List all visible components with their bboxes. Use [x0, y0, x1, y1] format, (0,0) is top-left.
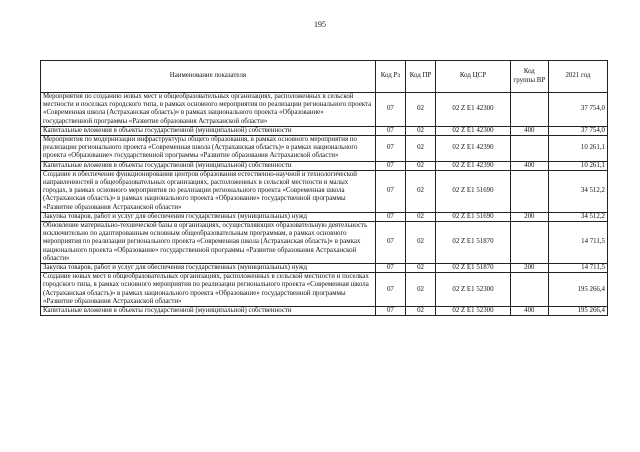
row-rz: 07 [375, 126, 405, 135]
row-amount: 34 512,2 [548, 212, 607, 221]
row-pr: 02 [405, 136, 435, 162]
row-csr: 02 Z E1 42300 [436, 126, 511, 135]
row-csr: 02 Z E1 42300 [436, 93, 511, 127]
row-vr: 400 [510, 307, 548, 316]
row-csr: 02 Z E1 51690 [436, 212, 511, 221]
table-row [41, 170, 608, 212]
row-csr: 02 Z E1 52300 [436, 273, 511, 307]
row-amount: 37 754,0 [548, 93, 607, 127]
header-name: Наименование показателя [41, 61, 376, 93]
row-pr: 02 [405, 222, 435, 264]
row-pr: 02 [405, 212, 435, 221]
row-name: Капитальные вложения в объекты государственной (муниципальной) собственности [41, 307, 376, 316]
row-rz: 07 [375, 136, 405, 162]
row-name: Создание новых мест в общеобразовательных организациях, расположенных в сельской местности и поселках городского типа, в рамках основного мероприятия по реализации регионального проекта «Современная школа (Астраханская область)» в рамках национального проекта «Образование» государственной программы «Развитие образования Астраханской области» [41, 273, 376, 307]
row-name: Создание и обеспечение функционирования центров образования естественно-научной и технологической направленностей в общеобразовательных организациях, расположенных в сельской местности и малых городах, в рамках основного мероприятия по реализации регионального проекта «Современная школа (Астраханская область)» в рамках национального проекта «Образование» государственной программы «Развитие образования Астраханской области» [41, 170, 376, 212]
row-rz: 07 [375, 273, 405, 307]
header-rz: Код Рз [375, 61, 405, 93]
row-pr: 02 [405, 126, 435, 135]
row-name: Закупка товаров, работ и услуг для обеспечения государственных (муниципальных) нужд [41, 212, 376, 221]
header-vr: Код группы ВР [510, 61, 548, 93]
row-rz: 07 [375, 212, 405, 221]
row-vr: 400 [510, 161, 548, 170]
row-amount: 10 261,1 [548, 161, 607, 170]
row-vr [510, 93, 548, 127]
page-number: 195 [314, 20, 326, 29]
row-name: Мероприятия по созданию новых мест в общеобразовательных организациях, расположенных в сельской местности и поселках городского типа, в рамках основного мероприятия по реализации регионального проекта «Современная школа (Астраханская область)» в рамках национального проекта «Образование» государственной программы «Развитие образования Астраханской области» [41, 93, 376, 127]
table-row [41, 307, 608, 316]
row-rz: 07 [375, 93, 405, 127]
row-name: Мероприятия по модернизации инфраструктуры общего образования, в рамках основного мероприятия по реализации регионального проекта «Современная школа (Астраханская область)» в рамках национального проекта «Образование» государственной программы «Развитие образования Астраханской области» [41, 136, 376, 162]
header-year: 2021 год [548, 61, 607, 93]
row-amount: 37 754,0 [548, 126, 607, 135]
row-csr: 02 Z E1 42390 [436, 161, 511, 170]
row-vr [510, 222, 548, 264]
row-csr: 02 Z E1 52300 [436, 307, 511, 316]
table-row [41, 93, 608, 127]
row-pr: 02 [405, 161, 435, 170]
row-rz: 07 [375, 170, 405, 212]
row-rz: 07 [375, 161, 405, 170]
row-csr: 02 Z E1 51870 [436, 222, 511, 264]
row-vr [510, 136, 548, 162]
row-name: Капитальные вложения в объекты государственной (муниципальной) собственности [41, 161, 376, 170]
row-name: Обновление материально-технической базы в организациях, осуществляющих образовательную деятельность исключительно по адаптированным основным общеобразовательным программам, в рамках основного мероприятия по реализации регионального проекта «Современная школа (Астраханская область)» в рамках национального проекта «Образование» государственной программы «Развитие образования Астраханской области» [41, 222, 376, 264]
row-rz: 07 [375, 222, 405, 264]
table-row [41, 136, 608, 162]
row-vr: 200 [510, 264, 548, 273]
row-amount: 10 261,1 [548, 136, 607, 162]
row-amount: 195 266,4 [548, 273, 607, 307]
row-csr: 02 Z E1 42390 [436, 136, 511, 162]
row-csr: 02 Z E1 51870 [436, 264, 511, 273]
row-pr: 02 [405, 273, 435, 307]
table-row [41, 264, 608, 273]
row-pr: 02 [405, 170, 435, 212]
row-amount: 195 266,4 [548, 307, 607, 316]
row-vr: 200 [510, 212, 548, 221]
row-name: Капитальные вложения в объекты государственной (муниципальной) собственности [41, 126, 376, 135]
row-vr: 400 [510, 126, 548, 135]
table-row [41, 222, 608, 264]
table-row [41, 161, 608, 170]
table-row [41, 126, 608, 135]
row-vr [510, 273, 548, 307]
row-rz: 07 [375, 307, 405, 316]
row-rz: 07 [375, 264, 405, 273]
row-amount: 14 711,5 [548, 264, 607, 273]
header-pr: Код ПР [405, 61, 435, 93]
row-vr [510, 170, 548, 212]
row-amount: 34 512,2 [548, 170, 607, 212]
table-row [41, 273, 608, 307]
row-amount: 14 711,5 [548, 222, 607, 264]
row-name: Закупка товаров, работ и услуг для обеспечения государственных (муниципальных) нужд [41, 264, 376, 273]
row-csr: 02 Z E1 51690 [436, 170, 511, 212]
budget-table [40, 60, 608, 316]
row-pr: 02 [405, 264, 435, 273]
table-row [41, 212, 608, 221]
header-csr: Код ЦСР [436, 61, 511, 93]
table-header-row [41, 61, 608, 93]
row-pr: 02 [405, 93, 435, 127]
row-pr: 02 [405, 307, 435, 316]
